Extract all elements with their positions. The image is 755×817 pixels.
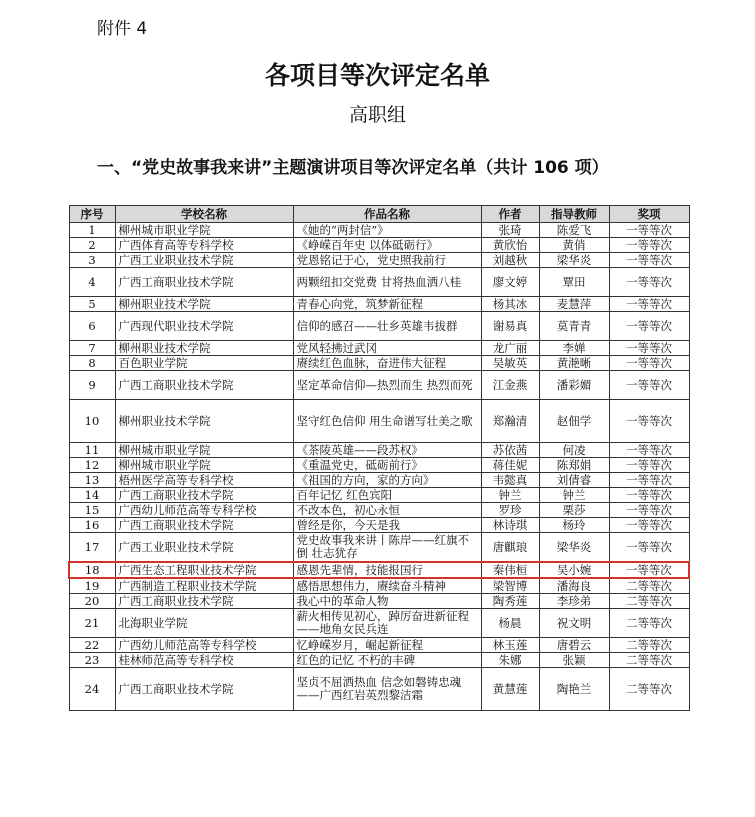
teacher-name: 刘倩睿: [539, 473, 609, 488]
school-name: 柳州城市职业学院: [115, 443, 293, 458]
school-name: 桂林师范高等专科学校: [115, 653, 293, 668]
author-name: 陶秀莲: [481, 594, 539, 609]
school-name: 柳州城市职业学院: [115, 458, 293, 473]
school-name: 广西工商职业技术学院: [115, 668, 293, 711]
school-name: 百色职业学院: [115, 356, 293, 371]
work-title: 我心中的革命人物: [293, 594, 481, 609]
header-no: 序号: [69, 206, 115, 223]
table-row: [69, 594, 689, 609]
row-number: 1: [69, 223, 115, 238]
author-name: 廖文婷: [481, 268, 539, 297]
row-number: 10: [69, 400, 115, 443]
teacher-name: 祝文明: [539, 609, 609, 638]
row-number: 21: [69, 609, 115, 638]
table-row: [69, 238, 689, 253]
work-title: 党史故事我来讲丨陈岸——红旗不倒 壮志犹存: [293, 533, 481, 563]
author-name: 刘越秋: [481, 253, 539, 268]
row-number: 13: [69, 473, 115, 488]
row-number: 23: [69, 653, 115, 668]
teacher-name: 潘彩媚: [539, 371, 609, 400]
teacher-name: 张颖: [539, 653, 609, 668]
teacher-name: 陈爱飞: [539, 223, 609, 238]
school-name: 广西工业职业技术学院: [115, 533, 293, 563]
teacher-name: 潘海良: [539, 578, 609, 594]
author-name: 苏依茜: [481, 443, 539, 458]
teacher-name: 李婵: [539, 341, 609, 356]
table-row: [69, 518, 689, 533]
work-title: 信仰的感召——壮乡英雄韦拔群: [293, 312, 481, 341]
work-title: 坚定革命信仰—热烈而生 热烈而死: [293, 371, 481, 400]
author-name: 唐麒琅: [481, 533, 539, 563]
work-title: 忆峥嵘岁月，崛起新征程: [293, 638, 481, 653]
award-level: 一等等次: [609, 341, 689, 356]
teacher-name: 钟兰: [539, 488, 609, 503]
award-level: 一等等次: [609, 518, 689, 533]
school-name: 广西制造工程职业技术学院: [115, 578, 293, 594]
table-row: [69, 443, 689, 458]
header-award: 奖项: [609, 206, 689, 223]
award-level: 二等等次: [609, 668, 689, 711]
work-title: 两颗纽扣交党费 甘将热血洒八桂: [293, 268, 481, 297]
work-title: 《重温党史，砥砺前行》: [293, 458, 481, 473]
row-number: 16: [69, 518, 115, 533]
teacher-name: 梁华炎: [539, 253, 609, 268]
row-number: 24: [69, 668, 115, 711]
table-row: [69, 356, 689, 371]
table-row: [69, 297, 689, 312]
teacher-name: 陈郑娟: [539, 458, 609, 473]
award-level: 一等等次: [609, 371, 689, 400]
school-name: 广西现代职业技术学院: [115, 312, 293, 341]
header-teacher: 指导教师: [539, 206, 609, 223]
attachment-label: 附件 4: [97, 19, 148, 39]
author-name: 郑瀚清: [481, 400, 539, 443]
work-title: 《茶陵英雄——段苏权》: [293, 443, 481, 458]
award-level: 一等等次: [609, 400, 689, 443]
author-name: 林诗琪: [481, 518, 539, 533]
table-row: [69, 223, 689, 238]
work-title: 百年记忆 红色宾阳: [293, 488, 481, 503]
teacher-name: 何凌: [539, 443, 609, 458]
teacher-name: 唐碧云: [539, 638, 609, 653]
teacher-name: 覃田: [539, 268, 609, 297]
row-number: 14: [69, 488, 115, 503]
header-school: 学校名称: [115, 206, 293, 223]
award-level: 二等等次: [609, 594, 689, 609]
teacher-name: 梁华炎: [539, 533, 609, 563]
school-name: 广西工商职业技术学院: [115, 518, 293, 533]
author-name: 吴敏英: [481, 356, 539, 371]
header-author: 作者: [481, 206, 539, 223]
table-row: [69, 458, 689, 473]
author-name: 韦懿真: [481, 473, 539, 488]
table-row: [69, 653, 689, 668]
work-title: 红色的记忆 不朽的丰碑: [293, 653, 481, 668]
row-number: 4: [69, 268, 115, 297]
teacher-name: 栗莎: [539, 503, 609, 518]
row-number: 8: [69, 356, 115, 371]
work-title: 坚守红色信仰 用生命谱写壮美之歌: [293, 400, 481, 443]
author-name: 蒋佳妮: [481, 458, 539, 473]
row-number: 17: [69, 533, 115, 563]
author-name: 罗珍: [481, 503, 539, 518]
author-name: 黄欣怡: [481, 238, 539, 253]
author-name: 秦伟桓: [481, 562, 539, 578]
row-number: 5: [69, 297, 115, 312]
table-row: [69, 503, 689, 518]
award-table: [68, 205, 690, 711]
row-number: 19: [69, 578, 115, 594]
work-title: 党恩铭记于心，党史照我前行: [293, 253, 481, 268]
table-row: [69, 668, 689, 711]
teacher-name: 麦慧萍: [539, 297, 609, 312]
teacher-name: 黄俏: [539, 238, 609, 253]
school-name: 广西工商职业技术学院: [115, 268, 293, 297]
page-subtitle: 高职组: [348, 104, 406, 126]
award-level: 二等等次: [609, 638, 689, 653]
row-number: 15: [69, 503, 115, 518]
table-header-row: [69, 206, 689, 223]
author-name: 江金燕: [481, 371, 539, 400]
teacher-name: 赵佃学: [539, 400, 609, 443]
work-title: 《祖国的方向，家的方向》: [293, 473, 481, 488]
work-title: 感恩先辈情，技能报国行: [293, 562, 481, 578]
table-row: [69, 253, 689, 268]
author-name: 谢易真: [481, 312, 539, 341]
row-number: 18: [69, 562, 115, 578]
work-title: 坚贞不屈洒热血 信念如磐铸忠魂——广西红岩英烈黎洁霜: [293, 668, 481, 711]
school-name: 广西工业职业技术学院: [115, 253, 293, 268]
section-heading: 一、“党史故事我来讲”主题演讲项目等次评定名单（共计 106 项）: [97, 158, 609, 178]
award-level: 一等等次: [609, 503, 689, 518]
header-work: 作品名称: [293, 206, 481, 223]
award-level: 一等等次: [609, 562, 689, 578]
table-row: [69, 341, 689, 356]
school-name: 广西工商职业技术学院: [115, 594, 293, 609]
school-name: 广西工商职业技术学院: [115, 488, 293, 503]
row-number: 22: [69, 638, 115, 653]
work-title: 党风轻拂过武冈: [293, 341, 481, 356]
award-level: 一等等次: [609, 458, 689, 473]
work-title: 不改本色，初心永恒: [293, 503, 481, 518]
work-title: 薪火相传见初心，踔厉奋进新征程——地角女民兵连: [293, 609, 481, 638]
row-number: 6: [69, 312, 115, 341]
teacher-name: 杨玲: [539, 518, 609, 533]
table-row: [69, 488, 689, 503]
page-title: 各项目等次评定名单: [264, 61, 490, 90]
table-row: [69, 312, 689, 341]
school-name: 广西生态工程职业技术学院: [115, 562, 293, 578]
school-name: 柳州城市职业学院: [115, 223, 293, 238]
award-level: 一等等次: [609, 533, 689, 563]
award-level: 一等等次: [609, 356, 689, 371]
author-name: 林玉莲: [481, 638, 539, 653]
author-name: 梁智博: [481, 578, 539, 594]
school-name: 梧州医学高等专科学校: [115, 473, 293, 488]
school-name: 北海职业学院: [115, 609, 293, 638]
row-number: 7: [69, 341, 115, 356]
table-row: [69, 638, 689, 653]
table-row: [69, 578, 689, 594]
teacher-name: 莫青青: [539, 312, 609, 341]
award-level: 一等等次: [609, 223, 689, 238]
award-level: 一等等次: [609, 297, 689, 312]
table-row: [69, 473, 689, 488]
teacher-name: 黄滟晰: [539, 356, 609, 371]
work-title: 《峥嵘百年史 以体砥砺行》: [293, 238, 481, 253]
award-level: 二等等次: [609, 653, 689, 668]
award-level: 一等等次: [609, 473, 689, 488]
award-level: 一等等次: [609, 312, 689, 341]
school-name: 广西体育高等专科学校: [115, 238, 293, 253]
school-name: 广西幼儿师范高等专科学校: [115, 503, 293, 518]
table-row: [69, 268, 689, 297]
school-name: 柳州职业技术学院: [115, 400, 293, 443]
row-number: 11: [69, 443, 115, 458]
author-name: 朱娜: [481, 653, 539, 668]
work-title: 《她的“两封信”》: [293, 223, 481, 238]
author-name: 张琦: [481, 223, 539, 238]
teacher-name: 陶艳兰: [539, 668, 609, 711]
table-row: [69, 609, 689, 638]
award-level: 一等等次: [609, 253, 689, 268]
author-name: 杨晨: [481, 609, 539, 638]
teacher-name: 李珍弟: [539, 594, 609, 609]
author-name: 黄慧莲: [481, 668, 539, 711]
work-title: 曾经是你，今天是我: [293, 518, 481, 533]
table-row-highlighted: [69, 562, 689, 578]
author-name: 龙广丽: [481, 341, 539, 356]
award-level: 二等等次: [609, 609, 689, 638]
row-number: 3: [69, 253, 115, 268]
table-row: [69, 533, 689, 563]
table-row: [69, 371, 689, 400]
school-name: 广西幼儿师范高等专科学校: [115, 638, 293, 653]
work-title: 赓续红色血脉，奋进伟大征程: [293, 356, 481, 371]
award-level: 一等等次: [609, 488, 689, 503]
school-name: 广西工商职业技术学院: [115, 371, 293, 400]
row-number: 9: [69, 371, 115, 400]
award-level: 一等等次: [609, 268, 689, 297]
school-name: 柳州职业技术学院: [115, 341, 293, 356]
teacher-name: 吴小婉: [539, 562, 609, 578]
award-level: 一等等次: [609, 443, 689, 458]
author-name: 钟兰: [481, 488, 539, 503]
table-row: [69, 400, 689, 443]
row-number: 12: [69, 458, 115, 473]
row-number: 20: [69, 594, 115, 609]
author-name: 杨其冰: [481, 297, 539, 312]
work-title: 青春心向党，筑梦新征程: [293, 297, 481, 312]
work-title: 感悟思想伟力，赓续奋斗精神: [293, 578, 481, 594]
row-number: 2: [69, 238, 115, 253]
school-name: 柳州职业技术学院: [115, 297, 293, 312]
award-level: 一等等次: [609, 238, 689, 253]
award-level: 二等等次: [609, 578, 689, 594]
